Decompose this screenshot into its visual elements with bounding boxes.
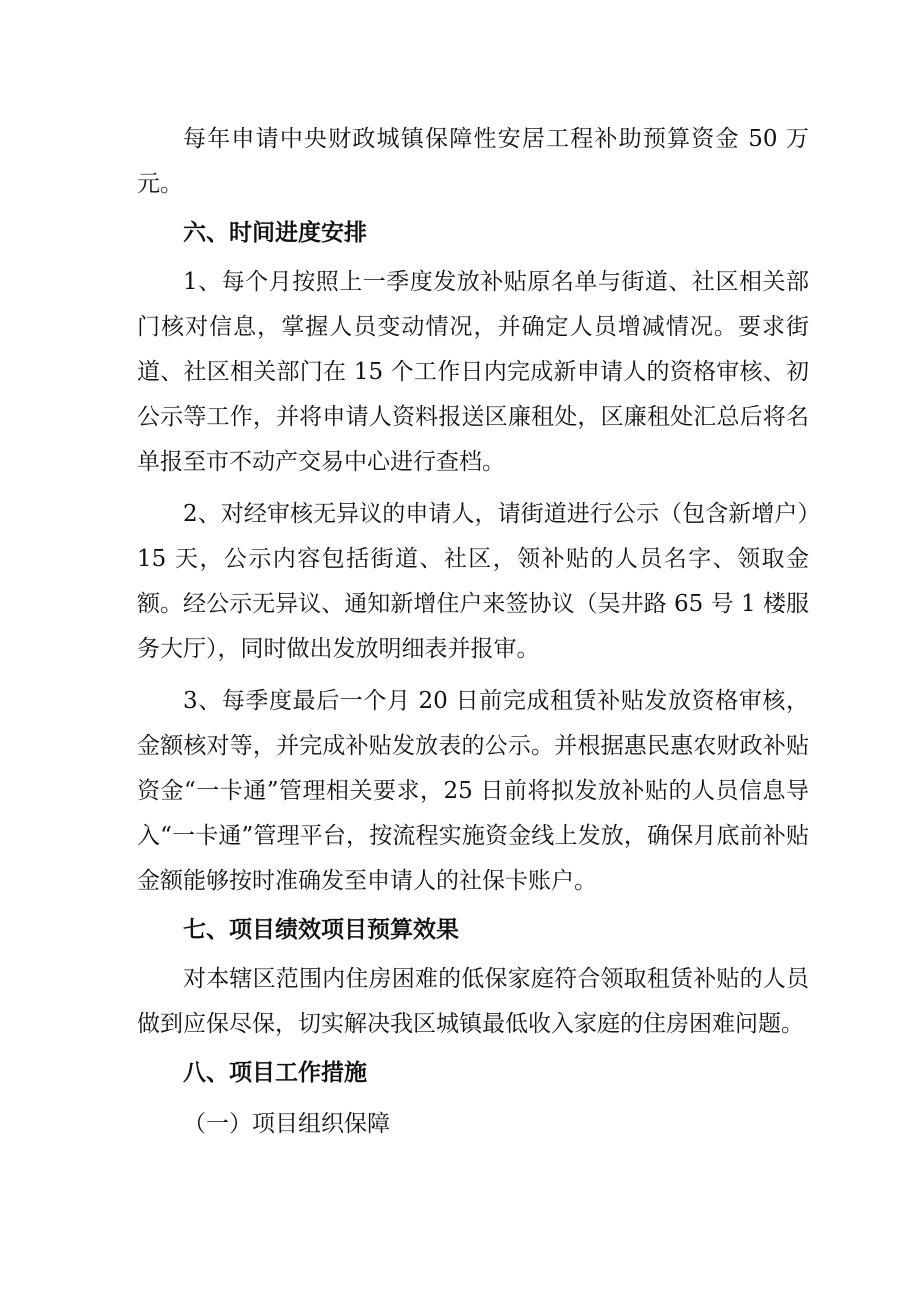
performance-paragraph: 对本辖区范围内住房困难的低保家庭符合领取租赁补贴的人员做到应保尽保，切实解决我区城镇最低收入家庭的住房困难问题。 — [137, 966, 809, 1037]
schedule-item-3: 3、每季度最后一个月 20 日前完成租赁补贴发放资格审核，金额核对等，并完成补贴发放表的公示。并根据惠民惠农财政补贴资金“一卡通”管理相关要求，25 日前将拟发放补贴的人员信息导入“一卡通”管理平台，按流程实施资金线上发放，确保月底前补贴金额能够按时准确发至申请人的社保卡账户。 — [137, 688, 809, 894]
section-heading-7: 七、项目绩效项目预算效果 — [183, 917, 459, 943]
budget-paragraph: 每年申请中央财政城镇保障性安居工程补助预算资金 50 万元。 — [137, 126, 809, 197]
subsection-heading-1: （一）项目组织保障 — [183, 1111, 390, 1137]
schedule-item-1: 1、每个月按照上一季度发放补贴原名单与街道、社区相关部门核对信息，掌握人员变动情况，并确定人员增减情况。要求街道、社区相关部门在 15 个工作日内完成新申请人的资格审核、初公示等工作，并将申请人资料报送区廉租处，区廉租处汇总后将名单报至市不动产交易中心进行查档。 — [137, 269, 809, 475]
section-heading-8: 八、项目工作措施 — [183, 1060, 367, 1086]
section-heading-6: 六、时间进度安排 — [183, 220, 367, 246]
document-body — [137, 117, 809, 1148]
schedule-item-2: 2、对经审核无异议的申请人，请街道进行公示（包含新增户）15 天，公示内容包括街道、社区，领补贴的人员名字、领取金额。经公示无异议、通知新增住户来签协议（吴井路 65 号 1 楼服务大厅），同时做出发放明细表并报审。 — [137, 501, 809, 662]
